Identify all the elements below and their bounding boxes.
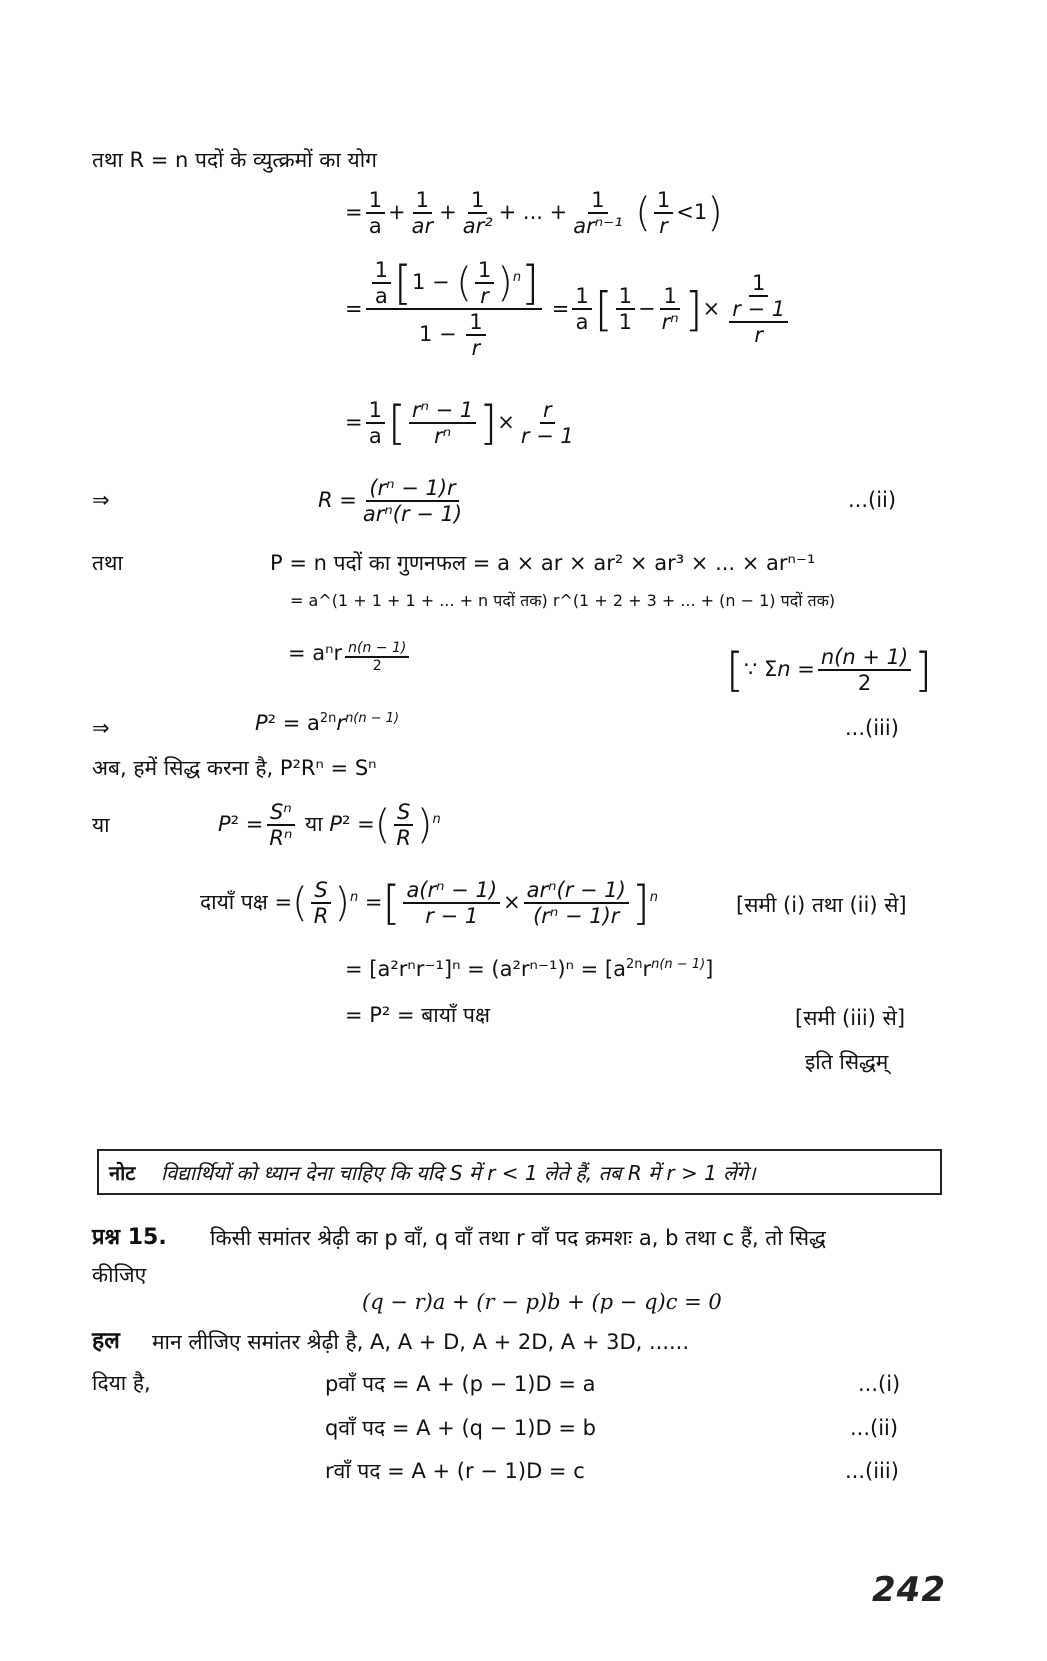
ref-from-1-2: [समी (i) तथा (ii) से]: [736, 893, 907, 917]
r-result: R = $\frac{\text{(rⁿ − 1)r}}{\text{arⁿ(r − 1)}}$: [318, 476, 463, 527]
q-term-line: qवाँ पद = A + (q − 1)D = b: [325, 1416, 596, 1440]
gp-sum-step: = $\frac{1}{a}$ [1 − ( $\frac{1}{r}$ )$^n$] 1 − $\frac{1}{r}$ = $\frac{1}{a}$ [ $\frac{1}{1}$ − $\frac{1}{\text{rⁿ}}$ ]× $\frac{1}{\frac{r - 1}{r}}$: [345, 258, 797, 361]
implies-arrow-2: ⇒: [92, 716, 110, 740]
p-simplified: = aⁿr $\frac{n(n - 1)}{2}$: [288, 640, 412, 674]
rhs-simplify: = $[a^2r^nr^{-1}]^n = (a^2r^{n-1})^n = [a^{2n}r^{n(n - 1)}]$: [345, 957, 714, 981]
question-text-1: किसी समांतर श्रेढ़ी का p वाँ, q वाँ तथा r वाँ पद क्रमशः a, b तथा c हैं, तो सिद्ध: [210, 1226, 826, 1250]
to-prove-line: अब, हमें सिद्ध करना है, P²Rⁿ = Sⁿ: [92, 756, 377, 780]
solution-label: हल: [92, 1328, 120, 1354]
term-ref-2: ...(ii): [850, 1416, 899, 1440]
simplified-step: = $\frac{1}{a}$ [ $\frac{\text{rⁿ − 1}}{\text{rⁿ}}$ ]× $\frac{r}{r - 1}$: [345, 396, 574, 451]
ref-from-3: [समी (iii) से]: [795, 1006, 906, 1030]
intro-line: तथा R = n पदों के व्युत्क्रमों का योग: [92, 148, 377, 172]
question-text-2: कीजिए: [92, 1263, 147, 1287]
question-equation: (q − r)a + (r − p)b + (p − q)c = 0: [362, 1290, 722, 1314]
p-squared-ratio: P² = $\frac{\text{Sⁿ}}{\text{Rⁿ}}$ या P² =( $\frac{S}{R}$ )$^n$: [218, 800, 441, 851]
qed-label: इति सिद्धम्: [805, 1050, 889, 1074]
or-label: या: [92, 813, 110, 837]
eq-ref-2: ...(ii): [848, 488, 897, 512]
sum-n-note: [∵ Σn = $\frac{n(n + 1)}{2}$ ]: [726, 643, 933, 698]
lhs-result: = P² = बायाँ पक्ष: [345, 1003, 491, 1027]
term-ref-3: ...(iii): [845, 1459, 899, 1483]
note-label: नोट: [109, 1161, 136, 1185]
rhs-expansion: दायाँ पक्ष =( $\frac{S}{R}$ )$^n$ =[ $\frac{\text{a(rⁿ − 1)}}{r - 1}$ × $\frac{\text{arⁿ(r − 1)}}{\text{(rⁿ − 1)r}}$ ]$^n$: [200, 876, 659, 931]
solution-text: मान लीजिए समांतर श्रेढ़ी है, A, A + D, A + 2D, A + 3D, ......: [152, 1330, 690, 1354]
p-term-line: pवाँ पद = A + (p − 1)D = a: [325, 1372, 596, 1396]
question-label: प्रश्न 15.: [92, 1225, 167, 1250]
p-squared: $P^2 = a^{2n}r^{n(n - 1)}$: [255, 711, 400, 735]
and-label: तथा: [92, 551, 123, 575]
note-text: विद्यार्थियों को ध्यान देना चाहिए कि यदि S में r < 1 लेते हैं, तब R में r > 1 लेंगे।: [161, 1161, 756, 1185]
eq-ref-3: ...(iii): [845, 716, 899, 740]
reciprocal-sum: = $\frac{1}{a}$ + $\frac{1}{ar}$ + $\frac{1}{\text{ar²}}$ + ... + $\frac{1}{\text{arⁿ⁻¹}}$ ( $\frac{1}{r}$ <1): [345, 188, 723, 239]
term-ref-1: ...(i): [858, 1372, 901, 1396]
rhs-label: दायाँ पक्ष =: [200, 890, 293, 915]
page-number: 242: [872, 1570, 946, 1610]
given-label: दिया है,: [92, 1371, 151, 1395]
note-box: [97, 1149, 942, 1195]
implies-arrow: ⇒: [92, 488, 110, 512]
p-exponent-sum: = a^(1 + 1 + 1 + ... + n पदों तक) r^(1 + 2 + 3 + ... + (n − 1) पदों तक): [290, 591, 836, 610]
p-definition: P = n पदों का गुणनफल = a × ar × ar² × ar³ × ... × arⁿ⁻¹: [270, 551, 816, 575]
r-term-line: rवाँ पद = A + (r − 1)D = c: [325, 1459, 585, 1483]
